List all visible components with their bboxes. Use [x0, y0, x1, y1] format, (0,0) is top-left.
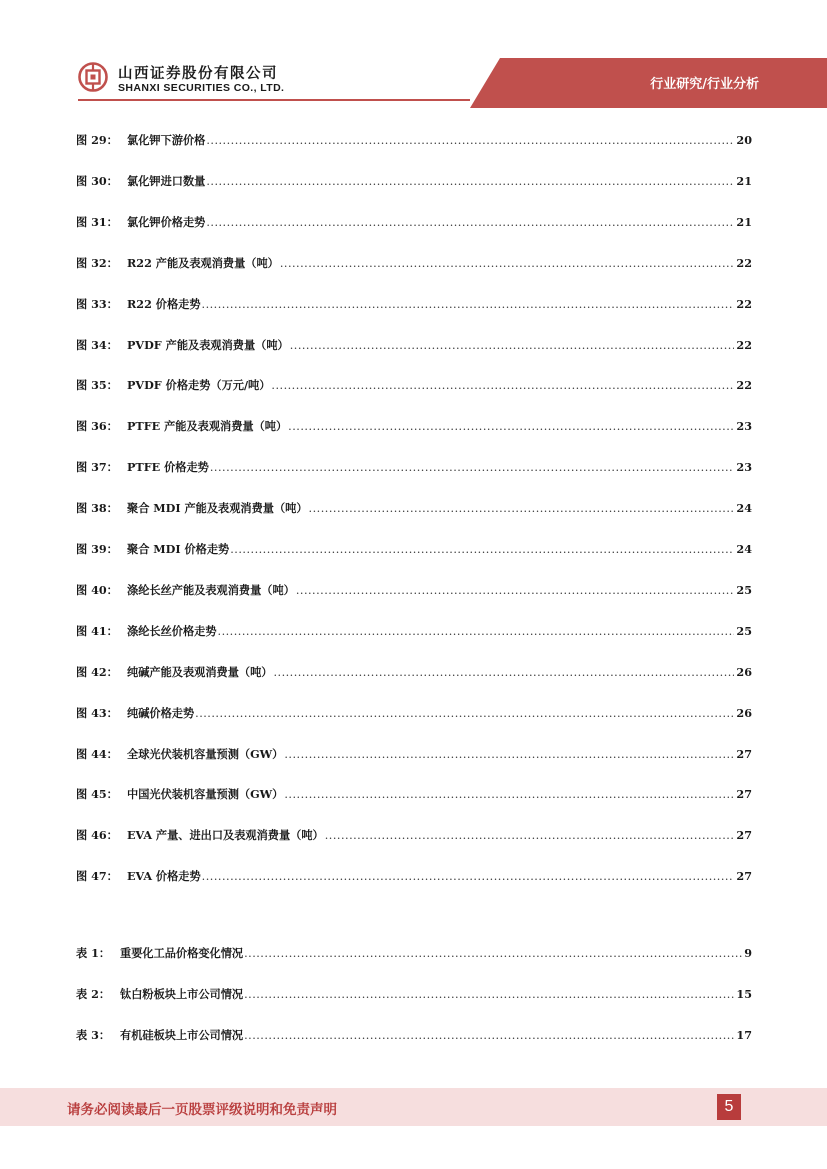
toc-figure-entry[interactable]	[76, 173, 752, 195]
toc-entry-page: 24	[736, 501, 752, 516]
toc-entry-page: 9	[744, 946, 752, 960]
toc-figure-entry[interactable]	[76, 500, 752, 522]
toc-entry-label: 图 46：	[76, 828, 118, 843]
toc-figure-entry[interactable]	[76, 786, 752, 808]
toc-entry-title: 中国光伏装机容量预测（GW）	[127, 787, 284, 802]
toc-dot-leader	[290, 339, 735, 352]
toc-entry-title: 纯碱产能及表观消费量（吨）	[127, 664, 273, 679]
toc-figure-entry[interactable]	[76, 868, 752, 890]
toc-entry-title: 有机硅板块上市公司情况	[120, 1027, 244, 1042]
toc-entry-label: 表 2：	[76, 986, 111, 1001]
toc-entry-page: 27	[736, 746, 752, 761]
toc-entry-label: 图 40：	[76, 582, 118, 597]
toc-dot-leader	[280, 257, 735, 270]
page-header	[0, 0, 827, 108]
toc-figure-entry[interactable]	[76, 623, 752, 645]
toc-entry-label: 图 29：	[76, 133, 118, 147]
toc-figure-entry[interactable]	[76, 377, 752, 399]
toc-entry-page: 24	[736, 542, 752, 556]
toc-entry-page: 26	[736, 664, 752, 679]
toc-table-entry[interactable]	[76, 986, 752, 1008]
toc-entry-title: 重要化工品价格变化情况	[120, 946, 244, 960]
toc-figure-entry[interactable]	[76, 827, 752, 849]
toc-entry-title: R22 价格走势	[127, 296, 201, 311]
toc-entry-label: 图 47：	[76, 869, 118, 884]
toc-entry-label: 图 34：	[76, 337, 118, 352]
toc-entry-page: 26	[736, 705, 752, 720]
toc-entry-page: 25	[736, 623, 752, 638]
toc-dot-leader	[218, 625, 735, 638]
page-footer	[0, 1088, 827, 1126]
toc-entry-title: R22 产能及表观消费量（吨）	[127, 255, 279, 270]
toc-dot-leader	[309, 502, 735, 515]
toc-entry-label: 图 30：	[76, 173, 118, 188]
toc-entry-title: PVDF 价格走势（万元/吨）	[127, 378, 271, 393]
toc-entry-title: 氯化钾价格走势	[127, 214, 206, 229]
toc-figure-entry[interactable]	[76, 459, 752, 481]
toc-figure-entry[interactable]	[76, 337, 752, 359]
toc-entry-title: EVA 价格走势	[127, 869, 201, 884]
toc-entry-title: 涤纶长丝价格走势	[127, 623, 217, 638]
toc-dot-leader	[206, 134, 734, 147]
toc-dot-leader	[325, 829, 735, 842]
company-name-cn: 山西证券股份有限公司	[118, 66, 278, 82]
toc-entry-label: 图 39：	[76, 542, 118, 556]
toc-entry-title: 纯碱价格走势	[127, 705, 195, 720]
toc-figure-entry[interactable]	[76, 418, 752, 440]
toc-entry-label: 图 45：	[76, 787, 118, 802]
toc-entry-title: 氯化钾下游价格	[127, 133, 206, 147]
toc-dot-leader	[244, 988, 734, 1001]
toc-entry-page: 15	[736, 986, 752, 1001]
toc-entry-page: 25	[736, 582, 752, 597]
toc-entry-page: 23	[736, 419, 752, 434]
toc-table-entry[interactable]	[76, 1027, 752, 1049]
toc-figure-entry[interactable]	[76, 746, 752, 768]
toc-dot-leader	[206, 175, 734, 188]
toc-entry-page: 21	[736, 173, 752, 188]
toc-entry-title: PTFE 产能及表观消费量（吨）	[127, 419, 288, 434]
toc-figure-entry[interactable]	[76, 214, 752, 236]
toc-entry-page: 23	[736, 460, 752, 475]
toc-dot-leader	[296, 584, 735, 597]
toc-entry-page: 27	[736, 828, 752, 843]
toc-entry-label: 图 37：	[76, 460, 118, 475]
toc-dot-leader	[244, 947, 742, 960]
toc-entry-label: 表 1：	[76, 946, 111, 960]
toc-entry-label: 图 36：	[76, 419, 118, 434]
toc-table-entry[interactable]	[76, 945, 752, 967]
toc-dot-leader	[244, 1029, 734, 1042]
toc-entry-label: 图 38：	[76, 501, 118, 516]
toc-entry-page: 22	[736, 337, 752, 352]
toc-entry-title: 聚合 MDI 产能及表观消费量（吨）	[127, 501, 308, 516]
toc-entry-title: EVA 产量、进出口及表观消费量（吨）	[127, 828, 324, 843]
toc-dot-leader	[195, 707, 734, 720]
toc-entry-label: 图 31：	[76, 214, 118, 229]
toc-figure-entry[interactable]	[76, 255, 752, 277]
toc-entry-page: 22	[736, 296, 752, 311]
toc-figure-entry[interactable]	[76, 132, 752, 154]
toc-dot-leader	[210, 461, 735, 474]
toc-entry-page: 22	[736, 255, 752, 270]
toc-figure-entry[interactable]	[76, 541, 752, 563]
toc-dot-leader	[273, 666, 734, 679]
toc-entry-title: 聚合 MDI 价格走势	[127, 542, 230, 556]
toc-entry-title: PVDF 产能及表观消费量（吨）	[127, 337, 289, 352]
toc-figure-entry[interactable]	[76, 705, 752, 727]
toc-entry-label: 表 3：	[76, 1027, 111, 1042]
toc-entry-label: 图 42：	[76, 664, 118, 679]
toc-entry-title: PTFE 价格走势	[127, 460, 209, 475]
company-name-en: SHANXI SECURITIES CO., LTD.	[118, 82, 285, 94]
toc-entry-label: 图 32：	[76, 255, 118, 270]
section-title: 行业研究/行业分析	[650, 77, 759, 92]
toc-entry-page: 20	[736, 133, 752, 147]
disclaimer-text: 请务必阅读最后一页股票评级说明和免责声明	[67, 1102, 337, 1118]
toc-dot-leader	[271, 379, 734, 392]
toc-dot-leader	[284, 788, 734, 801]
toc-entry-page: 21	[736, 214, 752, 229]
toc-entry-page: 17	[736, 1027, 752, 1042]
toc-entry-page: 22	[736, 378, 752, 393]
toc-figure-entry[interactable]	[76, 582, 752, 604]
toc-dot-leader	[206, 216, 734, 229]
toc-entry-page: 27	[736, 787, 752, 802]
page-number: 5	[717, 1094, 741, 1120]
toc-entry-label: 图 43：	[76, 705, 118, 720]
toc-entry-label: 图 44：	[76, 746, 118, 761]
toc-entry-title: 氯化钾进口数量	[127, 173, 206, 188]
toc-entry-label: 图 33：	[76, 296, 118, 311]
toc-dot-leader	[284, 748, 734, 761]
shanxi-securities-logo-icon	[78, 62, 108, 92]
toc-dot-leader	[202, 298, 735, 311]
toc-dot-leader	[230, 543, 734, 556]
toc-figure-entry[interactable]	[76, 664, 752, 686]
toc-dot-leader	[288, 420, 734, 433]
toc-entry-title: 涤纶长丝产能及表观消费量（吨）	[127, 582, 295, 597]
toc-entry-title: 全球光伏装机容量预测（GW）	[127, 746, 284, 761]
toc-entry-label: 图 41：	[76, 623, 118, 638]
toc-dot-leader	[202, 870, 735, 883]
toc-figure-entry[interactable]	[76, 296, 752, 318]
toc-entry-title: 钛白粉板块上市公司情况	[120, 986, 244, 1001]
toc-entry-label: 图 35：	[76, 378, 118, 393]
toc-entry-page: 27	[736, 869, 752, 884]
